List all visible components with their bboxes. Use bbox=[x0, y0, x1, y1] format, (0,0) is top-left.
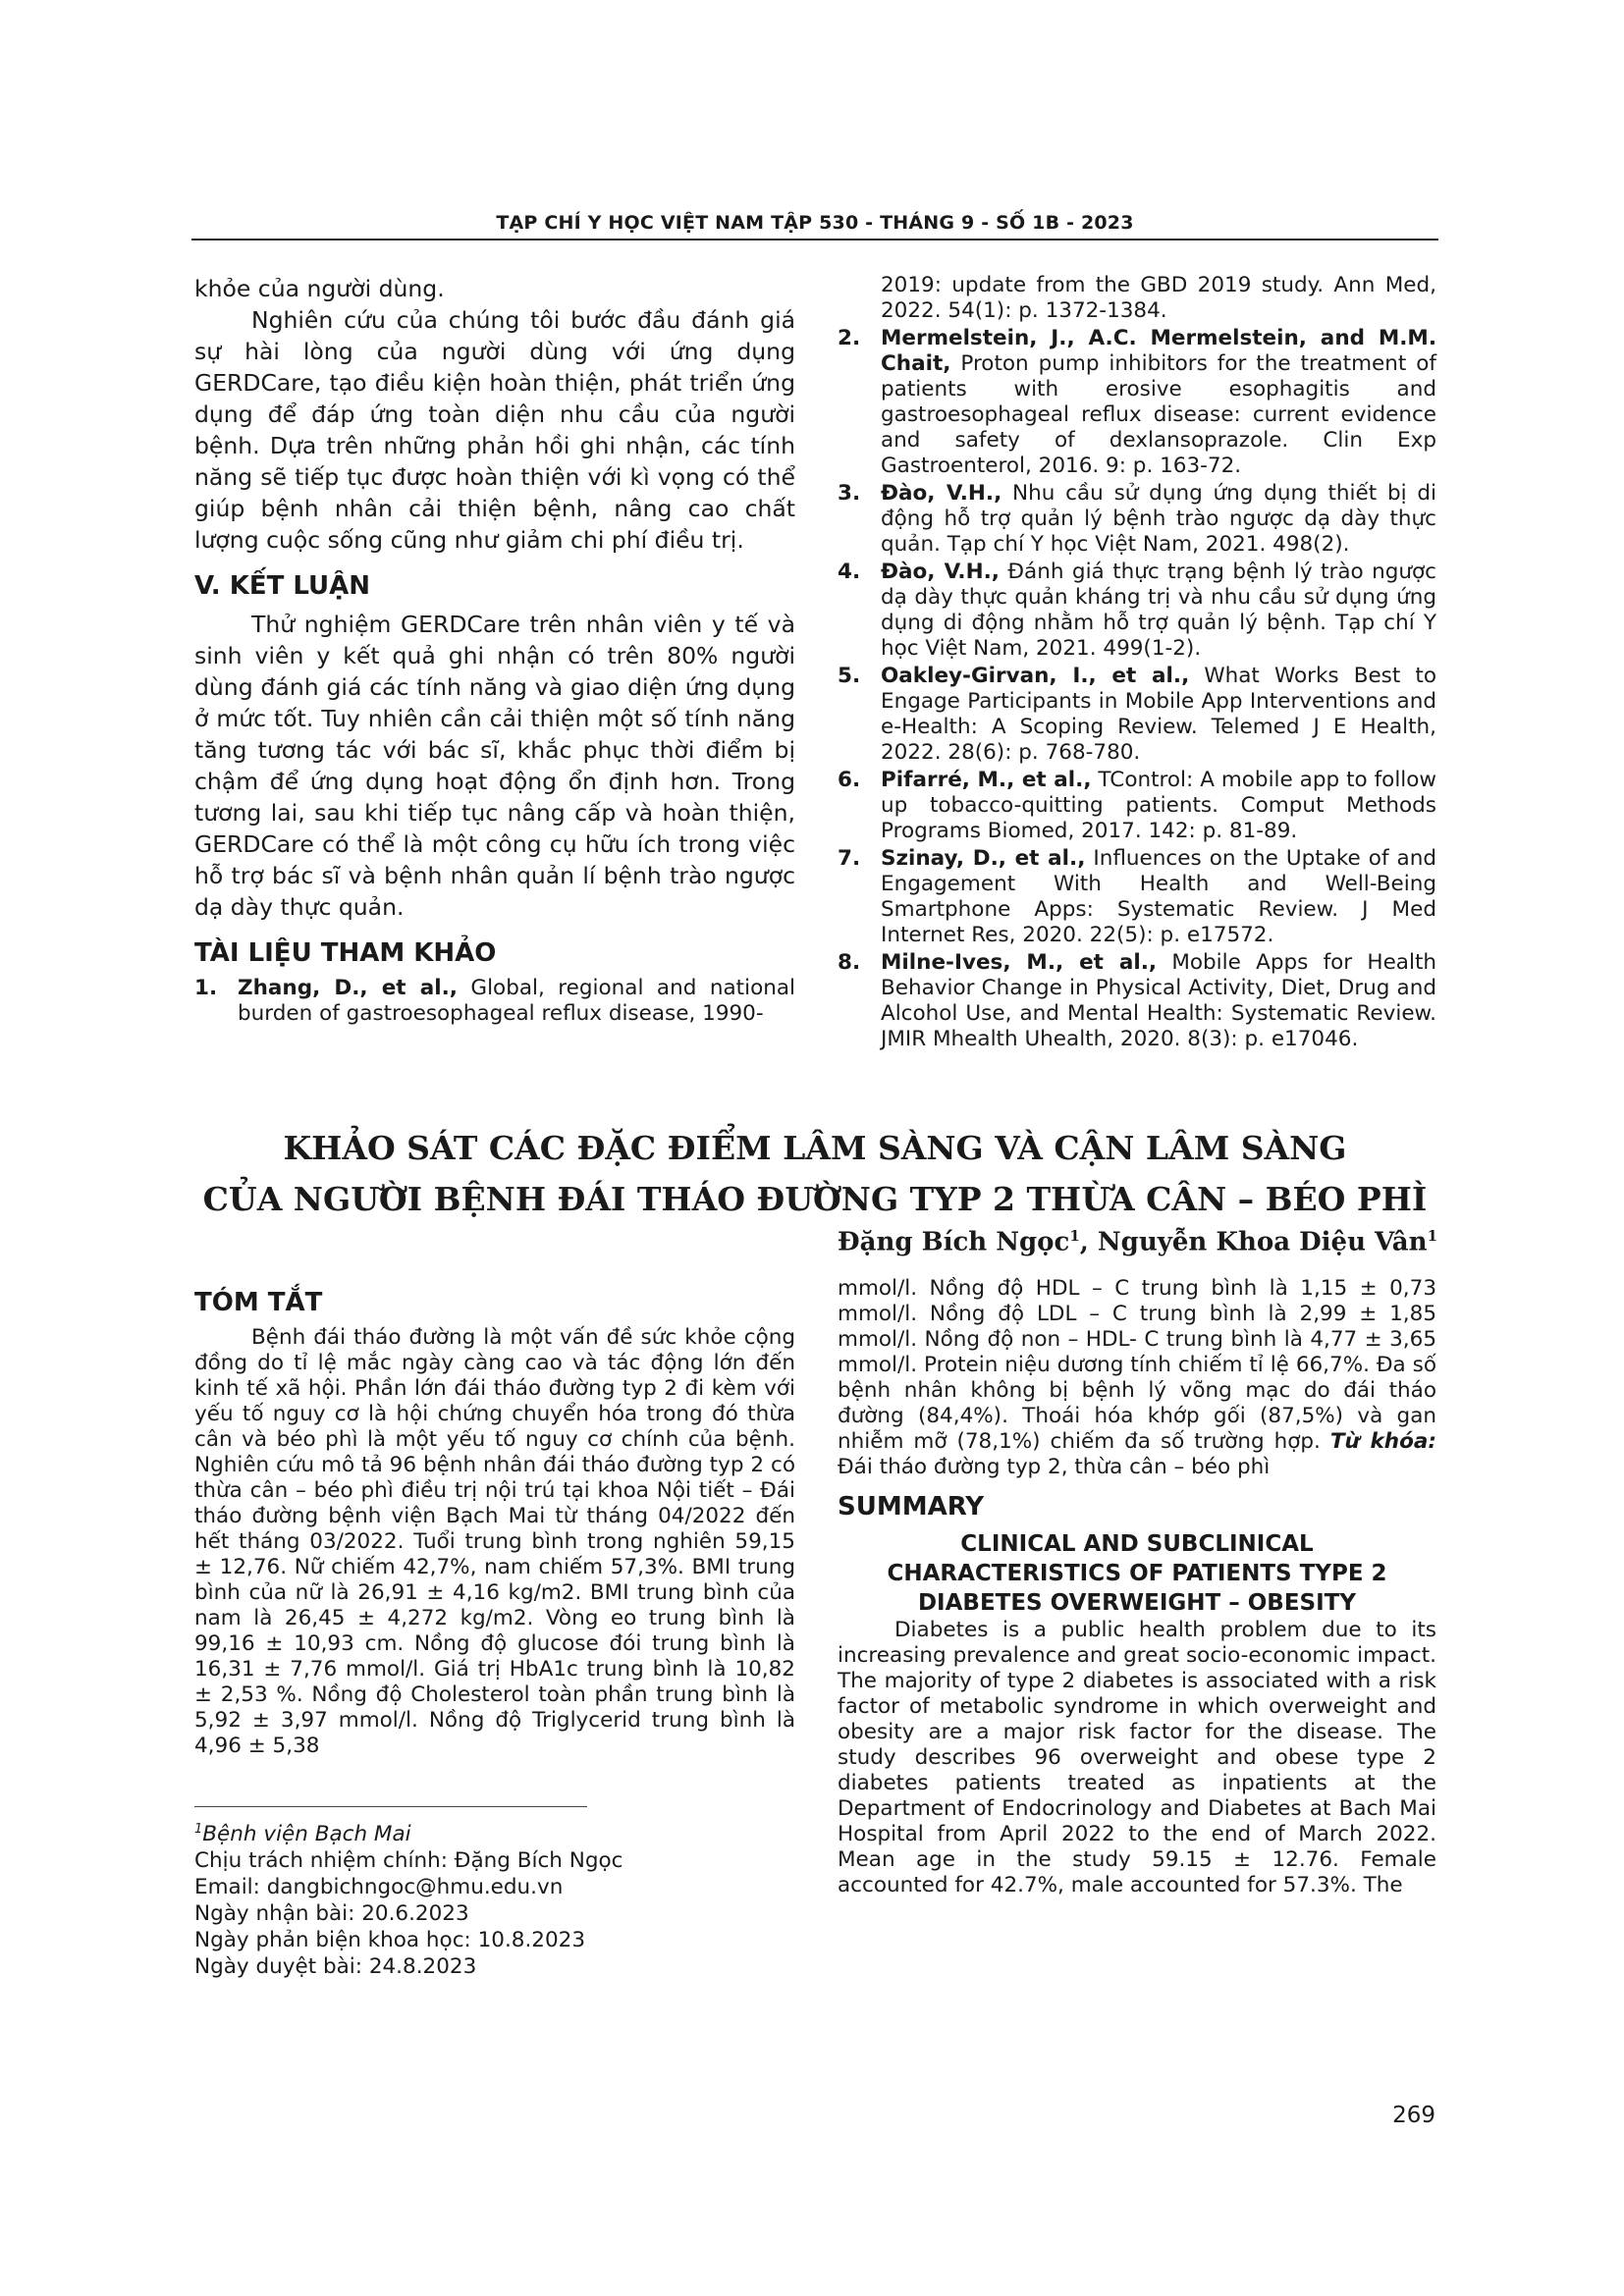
reference-item bbox=[194, 976, 795, 1027]
prev-article-left-column bbox=[194, 273, 795, 1029]
affiliation-text: Bệnh viện Bạch Mai bbox=[202, 1822, 411, 1847]
reference-authors: Milne-Ives, M., et al., bbox=[881, 950, 1158, 975]
footnotes bbox=[194, 1816, 795, 1980]
author-affiliation-mark: 1 bbox=[1427, 1227, 1437, 1245]
reference-authors: Szinay, D., et al., bbox=[881, 846, 1086, 871]
reference-text: Influences on the Uptake of and Engagement With Health and Well-Being Smartphone Apps: Systematic Review. J Med Internet Res, 2020. 22(5): p. e17572. bbox=[881, 846, 1436, 947]
footnote-affiliation bbox=[194, 1816, 795, 1847]
author-affiliation-mark: 1 bbox=[1069, 1227, 1080, 1245]
abstract-text: mmol/l. Nồng độ HDL – C trung bình là 1,15 ± 0,73 mmol/l. Nồng độ LDL – C trung bình là 2,99 ± 1,85 mmol/l. Nồng độ non – HDL- C trung bình là 4,77 ± 3,65 mmol/l. Protein niệu dương tính chiếm tỉ lệ 66,7%. Đa số bệnh nhân không bị bệnh lý võng mạc do đái tháo đường (84,4%). Thoái hóa khớp gối (87,5%) và gan nhiễm mỡ (78,1%) chiếm đa số trường hợp. bbox=[838, 1276, 1436, 1454]
section-heading-references: TÀI LIỆU THAM KHẢO bbox=[194, 938, 497, 968]
keywords-text: Đái tháo đường typ 2, thừa cân – béo phì bbox=[838, 1455, 1271, 1479]
article-authors bbox=[838, 1227, 1437, 1257]
reference-number: 1. bbox=[194, 976, 218, 1000]
english-title bbox=[838, 1529, 1436, 1618]
reference-authors: Pifarré, M., et al., bbox=[881, 768, 1092, 792]
reference-number: 2. bbox=[838, 326, 861, 350]
reference-text: Đánh giá thực trạng bệnh lý trào ngược dạ dày thực quản kháng trị và nhu cầu sử dụng ứng dụng di động nhằm hỗ trợ quản lý bệnh. Tạp chí Y học Việt Nam, 2021. 499(1-2). bbox=[881, 560, 1436, 661]
reference-authors: Zhang, D., et al., bbox=[238, 976, 458, 1000]
section-heading-conclusion: V. KẾT LUẬN bbox=[194, 571, 371, 601]
header-rule bbox=[191, 239, 1438, 240]
running-header: TẠP CHÍ Y HỌC VIỆT NAM TẬP 530 - THÁNG 9 - SỐ 1B - 2023 bbox=[496, 212, 1134, 234]
reference-number: 6. bbox=[838, 768, 861, 792]
reference-text: Nhu cầu sử dụng ứng dụng thiết bị di động hỗ trợ quản lý bệnh trào ngược dạ dày thực quản. Tạp chí Y học Việt Nam, 2021. 498(2). bbox=[881, 481, 1436, 557]
footnote-corresponding: Chịu trách nhiệm chính: Đặng Bích Ngọc bbox=[194, 1848, 623, 1874]
article-title-line: CỦA NGƯỜI BỆNH ĐÁI THÁO ĐƯỜNG TYP 2 THỪA CÂN – BÉO PHÌ bbox=[202, 1180, 1428, 1218]
prev-article-right-column bbox=[838, 273, 1436, 1054]
reference-item bbox=[838, 560, 1436, 662]
footnote-received: Ngày nhận bài: 20.6.2023 bbox=[194, 1901, 469, 1927]
article-title-line: KHẢO SÁT CÁC ĐẶC ĐIỂM LÂM SÀNG VÀ CẬN LÂM SÀNG bbox=[283, 1129, 1347, 1167]
english-title-line: DIABETES OVERWEIGHT – OBESITY bbox=[917, 1590, 1357, 1616]
body-paragraph: khỏe của người dùng. bbox=[194, 275, 445, 302]
reference-list bbox=[194, 976, 795, 1027]
reference-authors: Đào, V.H., bbox=[881, 481, 1002, 506]
footnote-email: Email: dangbichngoc@hmu.edu.vn bbox=[194, 1875, 564, 1900]
abstract-heading: TÓM TẮT bbox=[194, 1288, 323, 1317]
footnote-reviewed: Ngày phản biện khoa học: 10.8.2023 bbox=[194, 1928, 586, 1953]
author-name: Đặng Bích Ngọc bbox=[837, 1227, 1070, 1257]
reference-item bbox=[838, 950, 1436, 1052]
article-title bbox=[191, 1123, 1438, 1225]
reference-list bbox=[838, 326, 1436, 1052]
keywords-label: Từ khóa: bbox=[1329, 1429, 1436, 1454]
abstract-continuation bbox=[838, 1276, 1436, 1480]
page-number: 269 bbox=[1392, 2103, 1435, 2128]
body-paragraph: Nghiên cứu của chúng tôi bước đầu đánh giá sự hài lòng của người dùng với ứng dụng GERDCare, tạo điều kiện hoàn thiện, phát triển ứng dụng để đáp ứng toàn diện nhu cầu của người bệnh. Dựa trên những phản hồi ghi nhận, các tính năng sẽ tiếp tục được hoàn thiện với kì vọng có thể giúp bệnh nhân cải thiện bệnh, nâng cao chất lượng cuộc sống cũng như giảm chi phí điều trị. bbox=[194, 306, 795, 554]
abstract-paragraph: Bệnh đái tháo đường là một vấn đề sức khỏe cộng đồng do tỉ lệ mắc ngày càng cao và tác động lớn đến kinh tế xã hội. Phần lớn đái tháo đường typ 2 đi kèm với yếu tố nguy cơ là hội chứng chuyển hóa trong đó thừa cân và béo phì là một yếu tố nguy cơ chính của bệnh. Nghiên cứu mô tả 96 bệnh nhân đái tháo đường typ 2 có thừa cân – béo phì điều trị nội trú tại khoa Nội tiết – Đái tháo đường bệnh viện Bạch Mai từ tháng 04/2022 đến hết tháng 03/2022. Tuổi trung bình trong nghiên 59,15 ± 12,76. Nữ chiếm 42,7%, nam chiếm 57,3%. BMI trung bình của nữ là 26,91 ± 4,16 kg/m2. BMI trung bình của nam là 26,45 ± 4,272 kg/m2. Vòng eo trung bình là 99,16 ± 10,93 cm. Nồng độ glucose đói trung bình là 16,31 ± 7,76 mmol/l. Giá trị HbA1c trung bình là 10,82 ± 2,53 %. Nồng độ Cholesterol toàn phần trung bình là 5,92 ± 3,97 mmol/l. Nồng độ Triglycerid trung bình là 4,96 ± 5,38 bbox=[194, 1325, 795, 1758]
reference-text: What Works Best to Engage Participants in Mobile App Interventions and e-Health: A Scoping Review. Telemed J E Health, 2022. 28(6): p. 768-780. bbox=[881, 664, 1437, 765]
footnote-accepted: Ngày duyệt bài: 24.8.2023 bbox=[194, 1954, 477, 1980]
reference-item bbox=[838, 664, 1436, 766]
reference-authors: Mermelstein, J., A.C. Mermelstein, and M.M. Chait, bbox=[881, 326, 1436, 376]
affiliation-mark: 1 bbox=[194, 1822, 203, 1837]
reference-text: Global, regional and national burden of gastroesophageal reflux disease, 1990- bbox=[238, 976, 795, 1026]
reference-number: 4. bbox=[838, 560, 861, 584]
reference-text: Proton pump inhibitors for the treatment of patients with erosive esophagitis and gastroesophageal reflux disease: current evidence and safety of dexlansoprazole. Clin Exp Gastroenterol, 2016. 9: p. 163-72. bbox=[881, 351, 1436, 478]
author-separator: , bbox=[1079, 1227, 1098, 1257]
abstract-right-column bbox=[838, 1276, 1436, 1898]
footnote-rule bbox=[194, 1806, 587, 1807]
reference-item bbox=[838, 768, 1436, 844]
english-title-line: CHARACTERISTICS OF PATIENTS TYPE 2 bbox=[887, 1561, 1387, 1586]
english-title-line: CLINICAL AND SUBCLINICAL bbox=[960, 1531, 1314, 1557]
reference-item bbox=[838, 846, 1436, 948]
reference-text: TControl: A mobile app to follow up tobacco-quitting patients. Comput Methods Programs Biomed, 2017. 142: p. 81-89. bbox=[881, 768, 1437, 843]
reference-item bbox=[838, 481, 1436, 558]
reference-item bbox=[838, 326, 1436, 479]
reference-number: 3. bbox=[838, 481, 861, 506]
conclusion-paragraph: Thử nghiệm GERDCare trên nhân viên y tế và sinh viên y kết quả ghi nhận có trên 80% người dùng đánh giá các tính năng và giao diện ứng dụng ở mức tốt. Tuy nhiên cần cải thiện một số tính năng tăng tương tác với bác sĩ, khắc phục thời điểm bị chậm để ứng dụng hoạt động ổn định hơn. Trong tương lai, sau khi tiếp tục nâng cấp và hoàn thiện, GERDCare có thể là một công cụ hữu ích trong việc hỗ trợ bác sĩ và bệnh nhân quản lí bệnh trào ngược dạ dày thực quản. bbox=[194, 611, 795, 921]
summary-paragraph: Diabetes is a public health problem due to its increasing prevalence and great socio-economic impact. The majority of type 2 diabetes is associated with a risk factor of metabolic syndrome in which overweight and obesity are a major risk factor for the disease. The study describes 96 overweight and obese type 2 diabetes patients treated as inpatients at the Department of Endocrinology and Diabetes at Bach Mai Hospital from April 2022 to the end of March 2022. Mean age in the study 59.15 ± 12.76. Female accounted for 42.7%, male accounted for 57.3%. The bbox=[838, 1618, 1436, 1897]
author-name: Nguyễn Khoa Diệu Vân bbox=[1097, 1227, 1428, 1257]
reference-authors: Đào, V.H., bbox=[881, 560, 1000, 584]
reference-continuation: 2019: update from the GBD 2019 study. Ann Med, 2022. 54(1): p. 1372-1384. bbox=[881, 273, 1436, 323]
reference-authors: Oakley-Girvan, I., et al., bbox=[881, 664, 1190, 688]
reference-number: 7. bbox=[838, 846, 861, 871]
summary-heading: SUMMARY bbox=[838, 1492, 985, 1522]
abstract-left-column bbox=[194, 1286, 795, 1759]
reference-number: 8. bbox=[838, 950, 861, 975]
reference-number: 5. bbox=[838, 664, 861, 688]
reference-text: Mobile Apps for Health Behavior Change in Physical Activity, Diet, Drug and Alcohol Use, and Mental Health: Systematic Review. JMIR Mhealth Uhealth, 2020. 8(3): p. e17046. bbox=[881, 950, 1437, 1051]
